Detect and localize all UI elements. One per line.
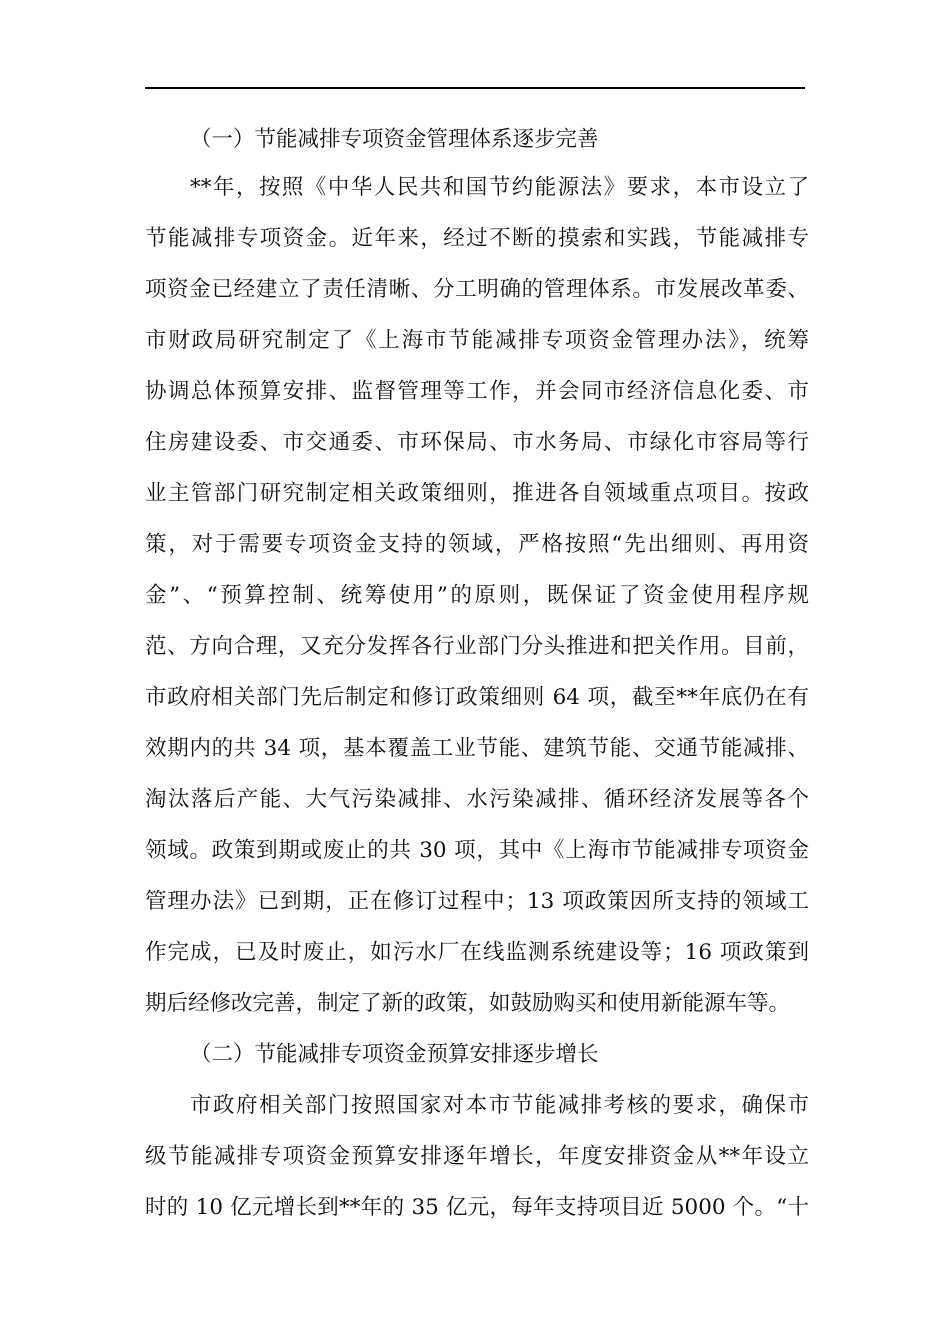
paragraph-line: 市政府相关部门先后制定和修订政策细则 64 项，截至**年底仍在有 <box>145 685 809 710</box>
paragraph-line: **年，按照《中华人民共和国节约能源法》要求，本市设立了 <box>190 175 809 200</box>
paragraph-line: 市财政局研究制定了《上海市节能减排专项资金管理办法》，统筹 <box>145 328 809 353</box>
paragraph-line: 领域。政策到期或废止的共 30 项，其中《上海市节能减排专项资金 <box>145 838 809 863</box>
paragraph-line: 淘汰落后产能、大气污染减排、水污染减排、循环经济发展等各个 <box>145 787 809 812</box>
paragraph-line: 金”、“预算控制、统筹使用”的原则，既保证了资金使用程序规 <box>145 583 809 608</box>
paragraph-line: 范、方向合理，又充分发挥各行业部门分头推进和把关作用。目前， <box>145 634 809 659</box>
paragraph-line: 业主管部门研究制定相关政策细则，推进各自领域重点项目。按政 <box>145 481 809 506</box>
paragraph-line: 级节能减排专项资金预算安排逐年增长，年度安排资金从**年设立 <box>145 1144 809 1169</box>
paragraph-line: 管理办法》已到期，正在修订过程中；13 项政策因所支持的领域工 <box>145 889 809 914</box>
paragraph-line: 住房建设委、市交通委、市环保局、市水务局、市绿化市容局等行 <box>145 430 809 455</box>
paragraph-line: 节能减排专项资金。近年来，经过不断的摸索和实践，节能减排专 <box>145 226 809 251</box>
header-rule <box>145 87 805 89</box>
paragraph-line: 效期内的共 34 项，基本覆盖工业节能、建筑节能、交通节能减排、 <box>145 736 809 761</box>
paragraph-line: 项资金已经建立了责任清晰、分工明确的管理体系。市发展改革委、 <box>145 277 809 302</box>
section-heading-1: （一）节能减排专项资金管理体系逐步完善 <box>190 127 599 152</box>
paragraph-line: 策，对于需要专项资金支持的领域，严格按照“先出细则、再用资 <box>145 532 809 557</box>
paragraph-line: 作完成，已及时废止，如污水厂在线监测系统建设等；16 项政策到 <box>145 940 809 965</box>
section-heading-2: （二）节能减排专项资金预算安排逐步增长 <box>190 1042 599 1067</box>
paragraph-line: 协调总体预算安排、监督管理等工作，并会同市经济信息化委、市 <box>145 379 809 404</box>
paragraph-line: 市政府相关部门按照国家对本市节能减排考核的要求，确保市 <box>190 1093 809 1118</box>
paragraph-line: 时的 10 亿元增长到**年的 35 亿元，每年支持项目近 5000 个。“十 <box>145 1195 809 1220</box>
paragraph-line: 期后经修改完善，制定了新的政策，如鼓励购买和使用新能源车等。 <box>145 991 791 1016</box>
